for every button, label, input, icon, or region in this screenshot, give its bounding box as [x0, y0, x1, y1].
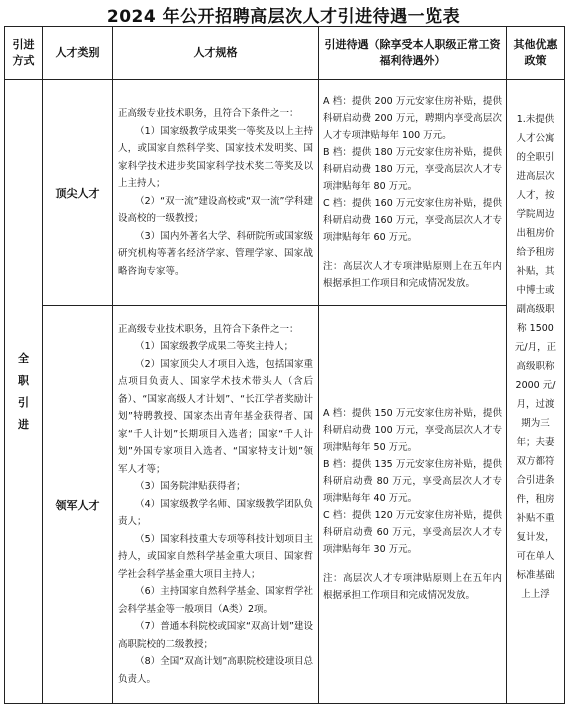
treatment-line: A 档：提供 150 万元安家住房补贴，提供科研启动费 100 万元，享受高层次人才专项津贴每年 50 万元。: [323, 408, 502, 453]
spec-cell: [113, 80, 319, 306]
category-cell: 领军人才: [43, 306, 113, 704]
spec-line: （8）全国“双高计划”高职院校建设项目总负责人。: [118, 656, 313, 685]
header-other: 其他优惠政策: [507, 27, 565, 80]
category-cell: 顶尖人才: [43, 80, 113, 306]
spec-cell: [113, 306, 319, 704]
header-treatment: 引进待遇（除享受本人职级正常工资福利待遇外）: [319, 27, 507, 80]
treatment-cell: [319, 306, 507, 704]
treatment-note: 注：高层次人才专项津贴原则上在五年内根据承担工作项目和完成情况发放。: [323, 573, 502, 601]
spec-line: （1）国家级教学成果二等奖主持人；: [135, 341, 294, 353]
spec-line: （2）国家顶尖人才项目入选，包括国家重点项目负责人、国家学术技术带头人（含后备）、“国家高级人才计划”、“长江学者奖励计划”特聘教授、国家杰出青年基金获得者、国家“千人计划”长期项目入选者；国家“千人计划”外国专家项目入选者、“国家特支计划”领军人才等；: [118, 358, 313, 475]
treatment-line: C 档：提供 120 万元安家住房补贴，提供科研启动费 60 万元，享受高层次人才专项津贴每年 30 万元。: [323, 510, 502, 555]
header-spec: 人才规格: [113, 27, 319, 80]
table-row: [5, 306, 565, 704]
other-policy-cell: [507, 80, 565, 704]
method-char: 进: [18, 417, 29, 431]
spec-line: （6）主持国家自然科学基金、国家哲学社会科学基金等一般项目（A类）2项。: [118, 586, 313, 615]
method-char: 全: [18, 351, 29, 365]
spec-line: （5）国家科技重大专项等科技计划项目主持人，或国家自然科学基金重大项目、国家哲学社会科学基金重大项目主持人；: [118, 533, 313, 580]
treatment-line: A 档：提供 200 万元安家住房补贴，提供科研启动费 200 万元，聘期内享受高层次人才专项津贴每年 100 万元。: [323, 96, 502, 141]
treatment-note: 注：高层次人才专项津贴原则上在五年内根据承担工作项目和完成情况发放。: [323, 261, 502, 289]
spacer: [323, 246, 502, 258]
other-policy-text: 1.未提供人才公寓的全职引进高层次人才，按学院周边出租房价给予租房补贴，其中博士或副高级职称 1500 元/月，正高级职称 2000 元/月，过渡期为三年；夫妻双方都符合引进条件，租房补贴不重复计发，可在单人标准基础上上浮: [514, 114, 557, 600]
talent-table: [4, 26, 565, 704]
treatment-line: B 档：提供 135 万元安家住房补贴，提供科研启动费 80 万元，享受高层次人才专项津贴每年 40 万元。: [323, 459, 502, 504]
method-char: 职: [18, 373, 29, 387]
method-cell: [5, 80, 43, 704]
header-row: [5, 27, 565, 80]
spec-line: 正高级专业技术职务，且符合下条件之一：: [118, 108, 299, 119]
spec-line: （2）“双一流”建设高校或“双一流”学科建设高校的一级教授；: [118, 195, 313, 224]
table-row: [5, 80, 565, 306]
treatment-line: C 档：提供 160 万元安家住房补贴，提供科研启动费 160 万元，享受高层次人才专项津贴每年 60 万元。: [323, 198, 502, 243]
method-char: 引: [18, 395, 29, 409]
spec-line: （7）普通本科院校或国家“双高计划”建设高职院校的二级教授；: [118, 621, 313, 650]
spec-line: （3）国内外著名大学、科研院所或国家级研究机构等著名经济学家、管理学家、国家战略咨询专家等。: [118, 230, 313, 277]
spec-line: 正高级专业技术职务，且符合下条件之一：: [118, 323, 299, 335]
spec-line: （4）国家级教学名师、国家级教学团队负责人；: [118, 498, 313, 528]
header-category: 人才类别: [43, 27, 113, 80]
page-title: 2024 年公开招聘高层次人才引进待遇一览表: [106, 7, 461, 27]
header-method: 引进方式: [5, 27, 43, 80]
spec-line: （3）国务院津贴获得者；: [135, 481, 246, 493]
spec-line: （1）国家级教学成果奖一等奖及以上主持人，或国家自然科学奖、国家技术发明奖、国家科学技术进步奖国家科学技术奖二等奖及以上主持人；: [118, 125, 313, 189]
treatment-cell: [319, 80, 507, 306]
spacer: [323, 558, 502, 570]
treatment-line: B 档：提供 180 万元安家住房补贴，提供科研启动费 180 万元，享受高层次人才专项津贴每年 80 万元。: [323, 147, 502, 192]
